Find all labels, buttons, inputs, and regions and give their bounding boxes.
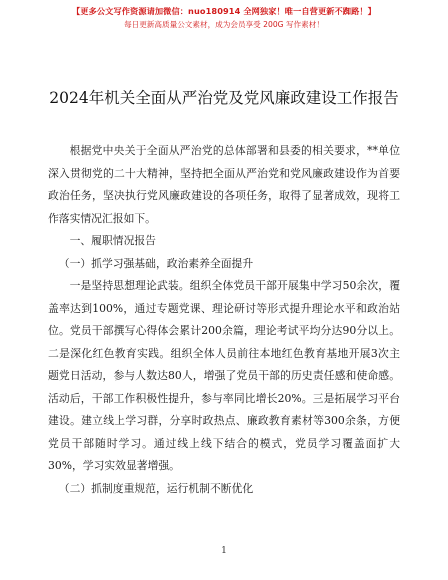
promo-banner	[0, 6, 448, 30]
section-heading-1: 一、履职情况报告	[69, 234, 156, 247]
intro-paragraph: 根据党中央关于全面从严治党的总体部署和县委的相关要求，**单位深入贯彻党的二十大精神，坚持把全面从严治党和党风廉政建设作为首要政治任务，坚决执行党风廉政建设的各项任务，取得了显著成效，现将工作落实情况汇报如下。	[48, 144, 400, 225]
promo-banner-line-2: 每日更新高质量公文素材，成为会员享受 200G 写作素材！	[124, 20, 324, 29]
subsection-heading-2: （二）抓制度重规范，运行机制不断优化	[58, 481, 254, 495]
page-number: 1	[221, 546, 227, 556]
subsection-1-paragraph: 一是坚持思想理论武装。组织全体党员干部开展集中学习50余次，覆盖率达到100%，通过专题党课、理论研讨等形式提升理论水平和政治站位。党员干部撰写心得体会累计200余篇，理论考试平均分达90分以上。二是深化红色教育实践。组织全体人员前往本地红色教育基地开展3次主题党日活动，参与人数达80人，增强了党员干部的历史责任感和使命感。活动后，干部工作积极性提升，参与率同比增长20%。三是拓展学习平台建设。建立线上学习群，分享时政热点、廉政教育素材等300余条，方便党员干部随时学习。通过线上线下结合的模式，党员学习覆盖面扩大30%，学习实效显著增强。	[48, 279, 400, 472]
subsection-heading-1: （一）抓学习强基础，政治素养全面提升	[58, 256, 254, 270]
promo-banner-line-1: 【更多公文写作资源请加微信：nuo180914 全网独家！唯一自营更新不踟路！】	[72, 6, 376, 16]
document-body	[48, 140, 400, 500]
document-title: 2024年机关全面从严治党及党风廉政建设工作报告	[49, 89, 399, 107]
